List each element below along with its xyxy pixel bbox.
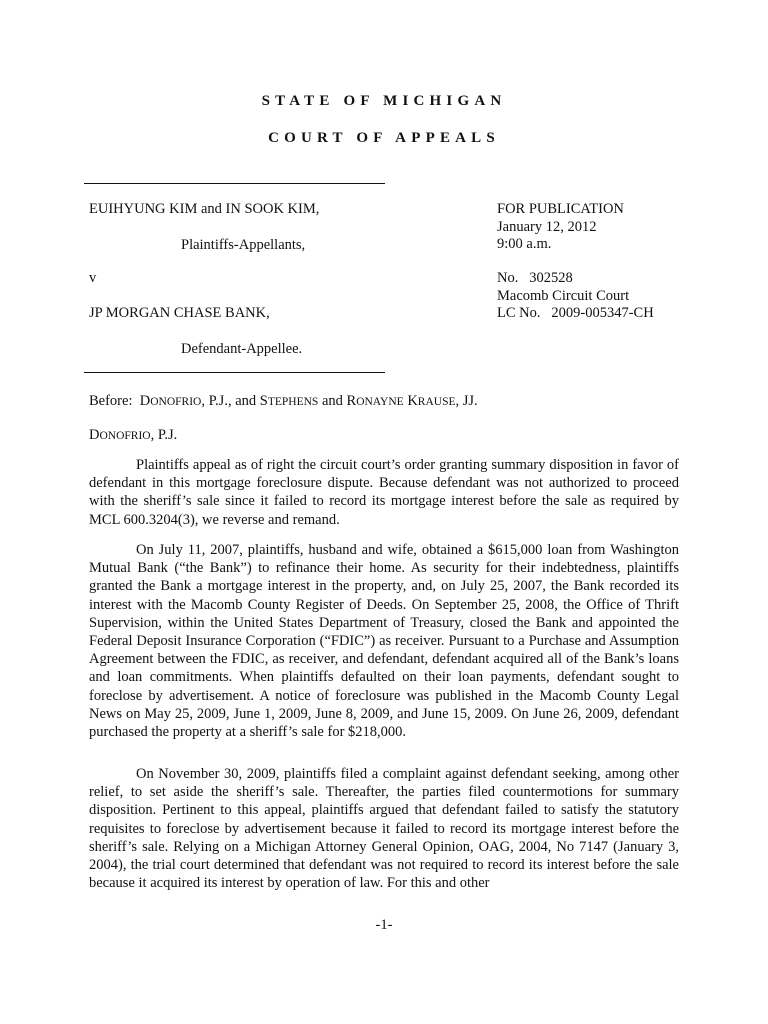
- plaintiffs-name: EUIHYUNG KIM and IN SOOK KIM,: [89, 201, 320, 217]
- defendant-name: JP MORGAN CHASE BANK,: [89, 305, 270, 321]
- and-text: and: [318, 393, 347, 409]
- decision-time: 9:00 a.m.: [497, 236, 552, 252]
- author-name-smallcaps: ONOFRIO: [99, 430, 151, 442]
- opinion-paragraph-2: On July 11, 2007, plaintiffs, husband and wife, obtained a $615,000 loan from Washington Mutual Bank (“the Bank”) to refinance their home. As security for their indebtedness, plaintiffs granted the Bank a mortgage interest in the property, and, on July 25, 2007, the Bank recorded its interest with the Macomb County Register of Deeds. On September 25, 2008, the Office of Thrift Supervision, within the United States Department of Treasury, closed the Bank and appointed the Federal Deposit Insurance Corporation (“FDIC”) as receiver. Pursuant to a Purchase and Assumption Agreement between the FDIC, as receiver, and defendant, defendant acquired all of the Bank’s loans and loan commitments. When plaintiffs defaulted on their loan payments, defendant sought to foreclose by advertisement. A notice of foreclosure was published in the Macomb County Legal News on May 25, 2009, June 1, 2009, June 8, 2009, and June 15, 2009. On June 26, 2009, defendant purchased the property at a sheriff’s sale for $218,000.: [89, 542, 679, 741]
- author-initial: D: [89, 427, 100, 443]
- judge-name-smallcaps: ONAYNE: [356, 396, 404, 408]
- judge-name-smallcaps: ONOFRIO: [150, 396, 202, 408]
- lower-court-number: LC No. 2009-005347-CH: [497, 305, 654, 321]
- page-number: -1-: [375, 917, 393, 933]
- caption-top-rule: [84, 183, 385, 184]
- plaintiffs-role: Plaintiffs-Appellants,: [181, 237, 306, 253]
- defendant-role: Defendant-Appellee.: [181, 341, 303, 357]
- decision-date: January 12, 2012: [497, 219, 597, 235]
- judge-initial: R: [346, 393, 357, 409]
- court-heading: COURT OF APPEALS: [268, 130, 500, 146]
- before-label: Before:: [89, 393, 140, 409]
- versus-label: v: [89, 270, 97, 286]
- docket-number: No. 302528: [497, 270, 573, 286]
- publication-label: FOR PUBLICATION: [497, 201, 624, 217]
- judges-suffix: , JJ.: [455, 393, 478, 409]
- judge-name-smallcaps: TEPHENS: [267, 396, 319, 408]
- opinion-author: [89, 427, 177, 444]
- lower-court: Macomb Circuit Court: [497, 288, 630, 304]
- state-heading: STATE OF MICHIGAN: [261, 93, 507, 109]
- judge-initial: K: [407, 393, 418, 409]
- opinion-paragraph-1: Plaintiffs appeal as of right the circuit court’s order granting summary disposition in favor of defendant in this mortgage foreclosure dispute. Because defendant was not authorized to proceed with the sheriff’s sale since it failed to record its mortgage interest before the sale as required by MCL 600.3204(3), we reverse and remand.: [89, 457, 679, 528]
- judge-suffix: , P.J., and: [201, 393, 260, 409]
- caption-bottom-rule: [84, 372, 385, 373]
- judge-initial: D: [139, 393, 151, 409]
- author-suffix: , P.J.: [150, 427, 178, 443]
- opinion-paragraph-3: On November 30, 2009, plaintiffs filed a complaint against defendant seeking, among other relief, to set aside the sheriff’s sale. Thereafter, the parties filed countermotions for summary disposition. Pertinent to this appeal, plaintiffs argued that defendant failed to satisfy the statutory requisites to foreclose by advertisement because it failed to record its mortgage interest before the sheriff’s sale. Relying on a Michigan Attorney General Opinion, OAG, 2004, No 7147 (January 3, 2004), the trial court determined that defendant was not required to record its interest before the sale because it acquired its interest by operation of law. For this and other: [89, 766, 679, 892]
- judge-name-smallcaps: RAUSE: [417, 396, 456, 408]
- judge-initial: S: [259, 393, 268, 409]
- panel-line: [89, 393, 478, 410]
